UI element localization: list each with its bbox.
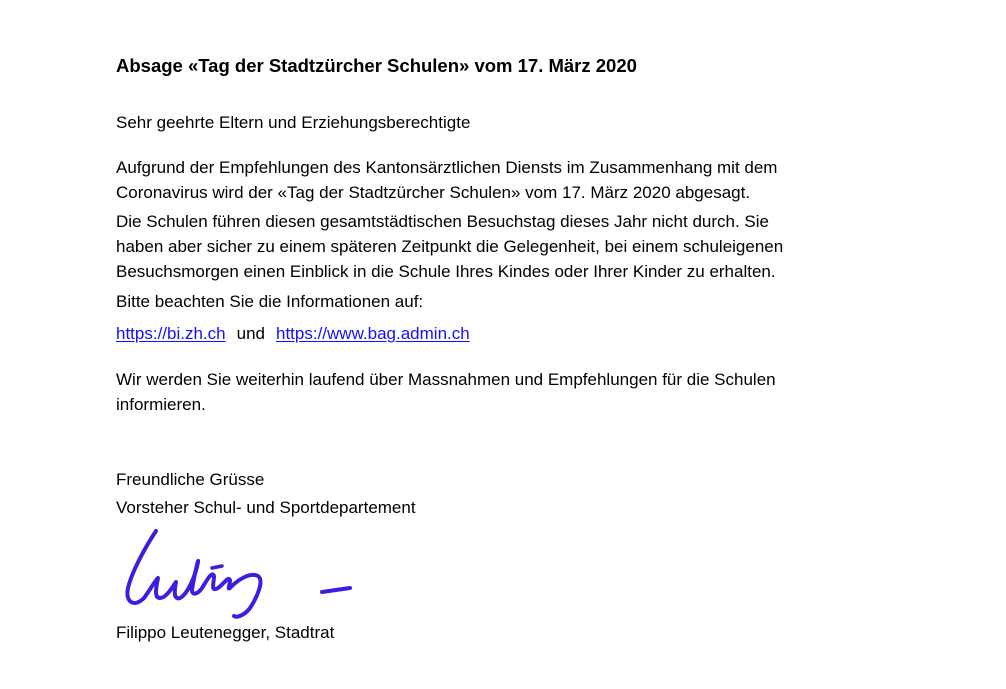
link-bi-zh[interactable]: https://bi.zh.ch [116,324,226,343]
paragraph-line: Coronavirus wird der «Tag der Stadtzürcher Schulen» vom 17. März 2020 abgesagt. [116,183,751,202]
paragraph-line: haben aber sicher zu einem späteren Zeitpunkt die Gelegenheit, bei einem schuleigenen [116,237,784,256]
link-bag-admin[interactable]: https://www.bag.admin.ch [276,324,470,343]
paragraph-visiting-day [116,209,783,284]
paragraph-line: Wir werden Sie weiterhin laufend über Massnahmen und Empfehlungen für die Schulen [116,370,776,389]
signatory-name: Filippo Leutenegger, Stadtrat [116,623,335,642]
paragraph-line: Die Schulen führen diesen gesamtstädtischen Besuchstag dieses Jahr nicht durch. Sie [116,212,769,231]
document-title: Absage «Tag der Stadtzürcher Schulen» vom 17. März 2020 [116,55,637,76]
salutation: Sehr geehrte Eltern und Erziehungsberechtigte [116,113,471,132]
paragraph-line: Aufgrund der Empfehlungen des Kantonsärztlichen Diensts im Zusammenhang mit dem [116,158,778,177]
paragraph-line: informieren. [116,395,206,414]
paragraph-cancellation [116,155,777,205]
info-intro: Bitte beachten Sie die Informationen auf: [116,292,424,311]
paragraph-further-info [116,367,776,417]
department-name: Vorsteher Schul- und Sportdepartement [116,498,416,517]
links-separator: und [236,324,265,343]
handwritten-signature-icon [118,526,368,621]
links-row [116,321,470,346]
paragraph-line: Besuchsmorgen einen Einblick in die Schule Ihres Kindes oder Ihrer Kinder zu erhalten. [116,262,776,281]
closing-greeting: Freundliche Grüsse [116,470,265,489]
